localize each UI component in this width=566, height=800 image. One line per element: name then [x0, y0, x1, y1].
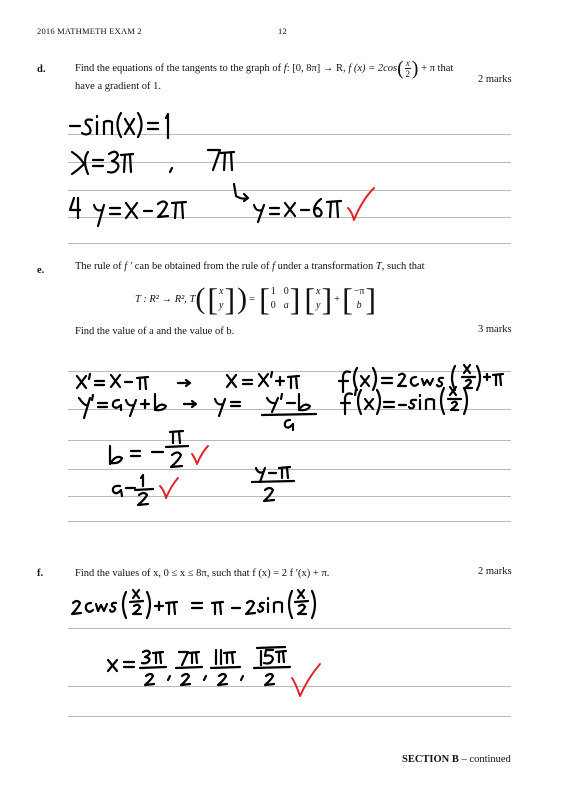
- add-top: −π: [353, 286, 365, 297]
- hw-e-row3: [110, 431, 188, 467]
- m21: 0: [270, 300, 276, 311]
- tick-mark-e-b: [192, 446, 208, 464]
- xy-vector: [ x y ]: [304, 281, 333, 317]
- question-d-rule-lhs: f (x) = 2cos: [348, 62, 398, 74]
- question-e-fprime: f ′: [124, 261, 133, 272]
- footer-section: SECTION B: [402, 754, 459, 765]
- hw-e-row4: [113, 467, 294, 505]
- m22: a: [283, 300, 289, 311]
- tick-mark-f: [292, 664, 320, 696]
- hw-e-row1: [77, 365, 503, 392]
- transform-lhs: T : R² → R², T: [135, 293, 196, 305]
- input-vector: [ x y ]: [207, 281, 236, 317]
- exam-title: 2016 MATHMETH EXAM 2: [37, 26, 142, 36]
- question-e-marks: 3 marks: [478, 324, 512, 335]
- vec-x: x: [219, 286, 224, 297]
- question-e-f: f: [272, 261, 275, 272]
- question-d-rule-tail: + π that: [421, 62, 454, 74]
- hw-d-line2: [72, 150, 234, 174]
- translation-vector: [ −π b ]: [342, 281, 377, 317]
- vec-x2: x: [316, 286, 321, 297]
- question-d-line2: have a gradient of 1.: [75, 81, 162, 92]
- tick-mark-d: [348, 188, 374, 220]
- question-e-text-a: The rule of: [75, 261, 122, 272]
- hw-f-line2: [108, 647, 290, 685]
- page-number: 12: [278, 26, 287, 36]
- tick-mark-e-a: [160, 478, 178, 498]
- question-d-line1-prefix: Find the equations of the tangents to the graph of: [75, 62, 282, 74]
- question-e-text-d: , such that: [381, 261, 425, 272]
- question-d-domain: : [0, 8π] → R,: [286, 62, 346, 74]
- question-d-text: Find the equations of the tangents to the graph of f: [0, 8π] → R, f (x) = 2cos( $\frac{x}{2}$ ) + π that have a gradient of 1.: [75, 58, 475, 94]
- page-footer: [402, 754, 511, 765]
- question-d-label: d.: [37, 64, 46, 75]
- question-d-marks: 2 marks: [478, 74, 512, 85]
- question-d-f: f: [283, 62, 287, 74]
- m12: 0: [283, 286, 289, 297]
- question-f-label: f.: [37, 568, 44, 579]
- vec-y2: y: [316, 300, 321, 311]
- m11: 1: [270, 286, 276, 297]
- question-e-label: e.: [37, 265, 45, 276]
- vec-y: y: [219, 300, 224, 311]
- frac-num: x: [405, 58, 410, 68]
- hw-e-row2: [79, 387, 467, 430]
- question-e-T: T: [375, 261, 382, 272]
- footer-continued: – continued: [461, 754, 511, 765]
- hw-d-line3: [70, 184, 341, 226]
- question-f-text: Find the values of x, 0 ≤ x ≤ 8π, such that f (x) = 2 f ′(x) + π.: [75, 568, 330, 579]
- transform-matrix: [ 1 0 0 a ]: [259, 281, 301, 317]
- question-e-instruction: Find the value of a and the value of b.: [75, 326, 235, 337]
- question-e-text-c: under a transformation: [277, 261, 374, 272]
- question-f-marks: 2 marks: [478, 566, 512, 577]
- hw-f-line1: [72, 590, 315, 618]
- question-e-text-b: can be obtained from the rule of: [134, 261, 270, 272]
- hw-d-line1: [70, 113, 168, 138]
- transformation-formula: T : R² → R², T ( [ x y ] ) = [ 1 0 0 a ] [ x y ] + [ −π b ]: [135, 281, 377, 317]
- add-bottom: b: [356, 300, 362, 311]
- frac-den: 2: [405, 69, 411, 79]
